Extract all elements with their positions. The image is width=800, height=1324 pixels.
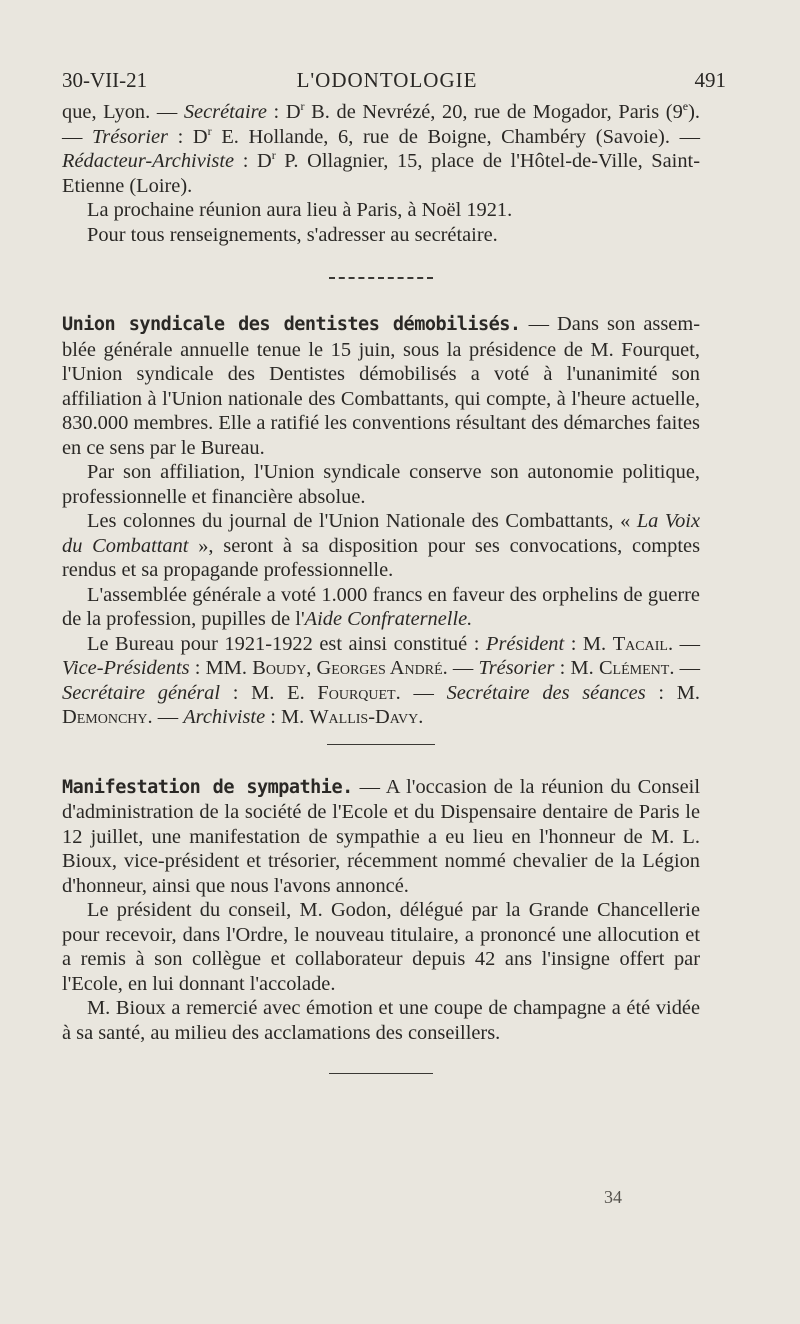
text-run: . — <box>669 657 701 679</box>
union-paragraph-1 <box>62 312 700 460</box>
label-secretaire-seances: Secrétaire des séances <box>446 681 646 704</box>
text-run: E. Hollande, 6, rue de Boigne, Chambéry (Savoie). — <box>211 125 700 148</box>
text-run: : M. <box>564 632 613 655</box>
sympathy-paragraph-2: Le président du conseil, M. Godon, délégué par la Grande Chancellerie pour recevoir, dans l'Ordre, le nouveau titulaire, a prononcé une allocution et a remis à son collègue et collaborateur depuis 42 ans l'insigne offert par l'Ecole, en lui donnant l'accolade. <box>62 899 700 995</box>
text-run: : M. E. <box>220 681 318 704</box>
section-heading: Union syndicale des dentistes démobilisés. <box>62 314 521 335</box>
union-paragraph-5 <box>62 632 700 730</box>
sympathy-paragraph-3: M. Bioux a remercié avec émotion et une coupe de champagne a été vidée à sa santé, au milieu des acclamations des conseillers. <box>62 997 700 1044</box>
text-run: L'assemblée générale a voté 1.000 francs en faveur des orphelins de guerre de la profession, pupilles de l' <box>62 583 700 630</box>
label-tresorier: Trésorier <box>92 125 168 148</box>
label-tresorier: Trésorier <box>478 657 555 679</box>
intro-paragraph <box>62 100 700 198</box>
text-run: : M. <box>554 657 599 679</box>
text-run: P. Ollagnier, 15, place de l'Hôtel-de-Ville, Saint-Etienne (Loire). <box>62 150 700 197</box>
person-name: Wallis-Davy <box>309 706 419 728</box>
union-paragraph-3 <box>62 509 700 583</box>
union-paragraph-2: Par son affiliation, l'Union syndicale conserve son autonomie politique, professionnelle et financière absolue. <box>62 461 700 508</box>
label-president: Président <box>486 632 565 655</box>
person-name: Clément <box>598 657 670 679</box>
sympathy-paragraph-1 <box>62 775 700 899</box>
superscript: e <box>682 99 689 114</box>
text-run: : D <box>167 125 208 148</box>
text-run: — Dans son assemblée générale annuelle tenue le 15 juin, sous la présidence de M. Fourquet, l'Union syndicale des Dentistes démobilisés a voté à l'unanimité son affiliation à l'Union nationale des Combattants, qui compte, à l'heure actuelle, 830.000 membres. Elle a ratifié les conventions résultant des démarches faites en ce sens par le Bureau. <box>62 313 700 459</box>
superscript: r <box>300 99 305 114</box>
text-run: . — <box>667 632 700 655</box>
text-run: ). — <box>62 101 700 148</box>
text-run: B. de Nevrézé, 20, rue de Mogador, Paris (9 <box>304 101 683 123</box>
person-name: Tacail <box>612 632 668 655</box>
text-run: — A l'occasion de la réunion du Conseil d'administration de la société de l'Ecole et du Dispensaire dentaire de Paris le 12 juillet, une manifestation de sympathie a eu lieu en l'honneur de M. L. Bioux, vice-président et trésorier, récemment nommé chevalier de la Légion d'honneur, ainsi que nous l'avons annoncé. <box>62 775 700 897</box>
contact-paragraph: Pour tous renseignements, s'adresser au secrétaire. <box>87 223 498 246</box>
text-run: . <box>418 706 424 728</box>
text-run: Le Bureau pour 1921-1922 est ainsi constitué : <box>87 632 486 655</box>
superscript: r <box>271 148 276 163</box>
section-heading: Manifestation de sympathie. <box>62 776 353 798</box>
journal-name: La Voix du Combattant <box>62 510 700 557</box>
text-run: : MM. <box>189 657 253 679</box>
text-run: . — <box>395 681 447 704</box>
person-name: Boudy, Georges André <box>252 657 443 679</box>
person-name: Fourquet <box>317 681 396 704</box>
running-header <box>62 68 726 98</box>
text-run: Les colonnes du journal de l'Union Nationale des Combattants, « <box>87 510 637 532</box>
label-vice-presidents: Vice-Présidents <box>62 657 190 679</box>
text-run: », seront à sa disposition pour ses convocations, comptes rendus et sa propagande professionnelle. <box>62 534 700 581</box>
text-run: . — <box>147 706 184 728</box>
printer-signature-mark: 34 <box>604 1187 622 1207</box>
union-paragraph-4 <box>62 583 700 632</box>
text-run: : M. <box>265 706 310 728</box>
text-run: . — <box>442 657 479 679</box>
label-redacteur: Rédacteur-Archiviste <box>62 150 235 172</box>
issue-date: 30-VII-21 <box>62 68 148 92</box>
journal-title: L'ODONTOLOGIE <box>296 68 478 92</box>
text-run: : D <box>234 150 272 172</box>
page-body <box>62 100 700 1074</box>
page-number: 491 <box>694 68 726 92</box>
text-run: : D <box>266 101 301 123</box>
label-secretaire-general: Secrétaire général <box>62 681 221 704</box>
association-name: Aide Confraternelle. <box>304 608 473 630</box>
label-archiviste: Archiviste <box>183 706 266 728</box>
superscript: r <box>207 123 212 138</box>
text-run: : M. <box>645 681 700 704</box>
person-name: Demonchy <box>62 706 148 728</box>
text-run: que, Lyon. — <box>62 101 184 123</box>
next-meeting-paragraph: La prochaine réunion aura lieu à Paris, à Noël 1921. <box>87 199 513 221</box>
end-divider <box>329 1073 433 1074</box>
label-secretaire: Secrétaire <box>183 101 267 123</box>
